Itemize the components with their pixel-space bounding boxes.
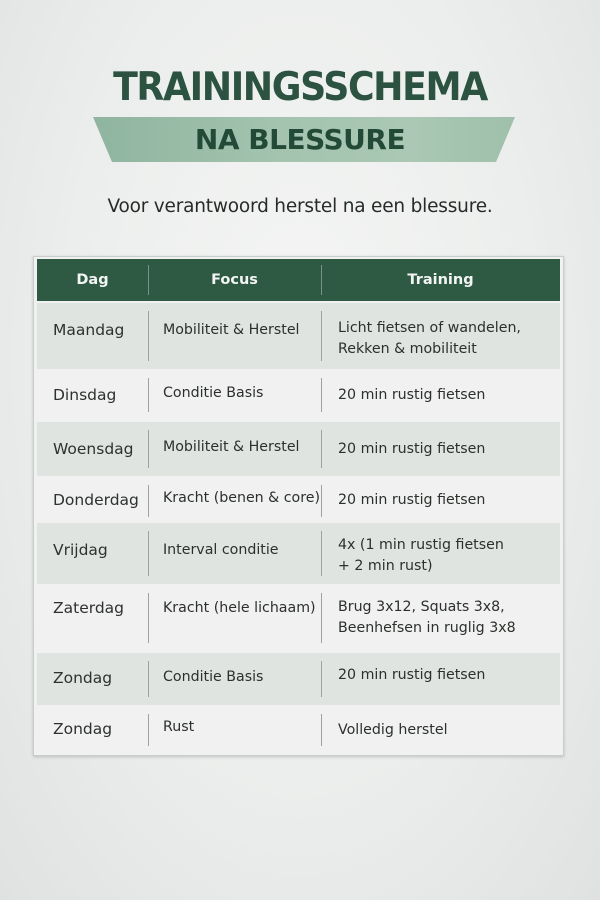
training-cell: 20 min rustig fietsen <box>321 370 560 420</box>
training-cell <box>321 523 560 584</box>
training-line: + 2 min rust) <box>338 558 433 574</box>
focus-cell: Kracht (benen & core) <box>148 477 321 525</box>
focus-text: Mobiliteit & Herstel <box>163 322 300 338</box>
column-header-focus: Focus <box>148 259 321 301</box>
day-cell: Zondag <box>53 669 113 687</box>
focus-cell: Conditie Basis <box>148 653 321 705</box>
training-line: 4x (1 min rustig fietsen <box>338 537 504 553</box>
table-header <box>37 259 560 301</box>
day-cell: Zaterdag <box>53 599 125 617</box>
table-row <box>37 523 560 584</box>
table-row <box>37 303 560 369</box>
column-header-day: Dag <box>76 272 109 288</box>
training-cell <box>321 585 560 651</box>
focus-cell: Kracht (hele lichaam) <box>148 585 321 651</box>
page-subtitle: NA BLESSURE <box>194 123 406 156</box>
training-cell: 20 min rustig fietsen <box>321 422 560 476</box>
table-row <box>37 585 560 651</box>
training-schedule-table <box>33 256 564 756</box>
day-cell: Zondag <box>53 720 113 738</box>
table-row <box>37 706 560 754</box>
day-cell: Donderdag <box>53 491 139 509</box>
table-row <box>37 477 560 525</box>
training-line: Licht fietsen of wandelen, <box>338 320 521 336</box>
training-line: Rekken & mobiliteit <box>338 341 477 357</box>
training-line: Brug 3x12, Squats 3x8, <box>338 599 505 615</box>
training-cell: 20 min rustig fietsen <box>321 653 560 705</box>
focus-cell: Rust <box>148 706 321 754</box>
column-header-training: Training <box>321 259 560 301</box>
day-cell: Dinsdag <box>53 386 117 404</box>
focus-cell: Interval conditie <box>148 523 321 584</box>
training-cell: Volledig herstel <box>321 706 560 754</box>
day-cell: Vrijdag <box>53 541 108 559</box>
focus-cell: Mobiliteit & Herstel <box>148 422 321 476</box>
table-row <box>37 653 560 705</box>
page-title: TRAININGSSCHEMA <box>113 65 487 110</box>
focus-cell <box>148 303 321 369</box>
training-line: Beenhefsen in ruglig 3x8 <box>338 620 516 636</box>
focus-cell: Conditie Basis <box>148 370 321 420</box>
table-row <box>37 370 560 420</box>
training-cell <box>321 303 560 369</box>
day-cell: Woensdag <box>53 440 134 458</box>
tagline: Voor verantwoord herstel na een blessure. <box>107 196 493 217</box>
training-cell: 20 min rustig fietsen <box>321 477 560 525</box>
table-row <box>37 422 560 476</box>
day-cell: Maandag <box>53 321 125 339</box>
